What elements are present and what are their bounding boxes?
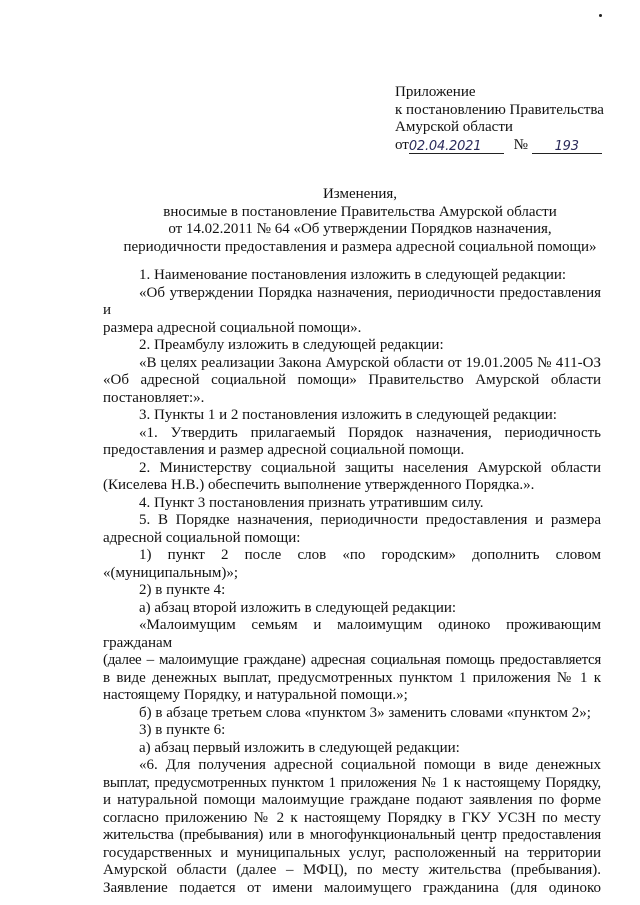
text-line: «В целях реализации Закона Амурской области от 19.01.2005 № 411-ОЗ (139, 354, 601, 371)
text-line: 5. В Порядке назначения, периодичности предоставления и размера (139, 512, 601, 528)
text-line: а) абзац второй изложить в следующей редакции: (139, 599, 457, 616)
text-line: выплат, предусмотренных пунктом 1 приложения № 1 к настоящему Порядку, (103, 774, 601, 791)
annex-block (395, 84, 625, 154)
date-prefix: от (395, 136, 409, 153)
text-line: жительства (пребывания) или в многофункциональный центр предоставления (103, 827, 601, 843)
text-line: Заявление подается от имени малоимущего гражданина (для одиноко (103, 879, 601, 896)
annex-line-2: к постановлению Правительства (395, 101, 604, 118)
text-line: (Киселева Н.В.) обеспечить выполнение утвержденного Порядка.». (103, 477, 535, 493)
text-line: 3) в пункте 6: (139, 722, 226, 738)
text-line: настоящему Порядку, и натуральной помощи.»; (103, 687, 408, 703)
date-field (409, 137, 504, 154)
text-line: согласно приложению № 2 к настоящему Порядку в ГКУ УСЗН по месту (103, 809, 601, 826)
text-line: «1. Утвердить прилагаемый Порядок назначения, периодичность (139, 424, 601, 441)
text-line: 3. Пункты 1 и 2 постановления изложить в следующей редакции: (139, 407, 557, 423)
text-line: адресной социальной помощи: (103, 529, 301, 546)
title-line-1: Изменения, (322, 186, 398, 202)
annex-date-line (395, 137, 625, 155)
text-line: «(муниципальным)»; (103, 564, 238, 581)
text-line: «Об адресной социальной помощи» Правительство Амурской области (103, 372, 601, 388)
text-line: постановляет:». (103, 389, 205, 406)
text-line: 1. Наименование постановления изложить в следующей редакции: (139, 267, 567, 283)
text-line: размера адресной социальной помощи». (103, 319, 362, 336)
text-line: и натуральной помощи малоимущие граждане подают заявления по форме (103, 792, 601, 808)
text-line: «Об утверждении Порядка назначения, периодичности предоставления и (103, 284, 601, 318)
annex-title: Приложение (395, 84, 476, 100)
scan-speck (599, 14, 602, 17)
handwritten-date: 02.04.2021 (408, 139, 482, 154)
text-line: государственных и муниципальных услуг, расположенный на территории (103, 844, 601, 861)
text-line: предоставления и размер адресной социальной помощи. (103, 442, 465, 458)
text-line: (далее – малоимущие граждане) адресная социальная помощь предоставляется (103, 652, 601, 668)
text-line: «Малоимущим семьям и малоимущим одиноко проживающим гражданам (103, 617, 601, 651)
text-line: 4. Пункт 3 постановления признать утратившим силу. (139, 494, 484, 511)
number-prefix: № (513, 136, 528, 153)
text-line: 2. Министерству социальной защиты населения Амурской области (139, 459, 601, 476)
text-line: б) в абзаце третьем слова «пунктом 3» заменить словами «пунктом 2»; (139, 704, 591, 721)
title-line-3: от 14.02.2011 № 64 «Об утверждении Порядков назначения, (168, 221, 552, 237)
title-line-2: вносимые в постановление Правительства Амурской области (163, 203, 557, 220)
text-line: 1) пункт 2 после слов «по городским» дополнить словом (139, 547, 601, 563)
handwritten-number: 193 (554, 139, 579, 154)
text-line: а) абзац первый изложить в следующей редакции: (139, 739, 460, 756)
text-line: Амурской области (далее – МФЦ), по месту жительства (пребывания). (103, 862, 601, 878)
text-line: в виде денежных выплат, предусмотренных пунктом 1 приложения № 1 к (103, 669, 601, 686)
text-line: 2. Преамбулу изложить в следующей редакции: (139, 337, 444, 353)
title-line-4: периодичности предоставления и размера адресной социальной помощи» (123, 238, 597, 255)
annex-line-3: Амурской области (395, 119, 513, 135)
document-body (103, 267, 601, 897)
text-line: 2) в пункте 4: (139, 582, 226, 598)
number-field (532, 137, 602, 154)
text-line: «6. Для получения адресной социальной помощи в виде денежных (139, 757, 601, 773)
document-title (100, 186, 620, 256)
